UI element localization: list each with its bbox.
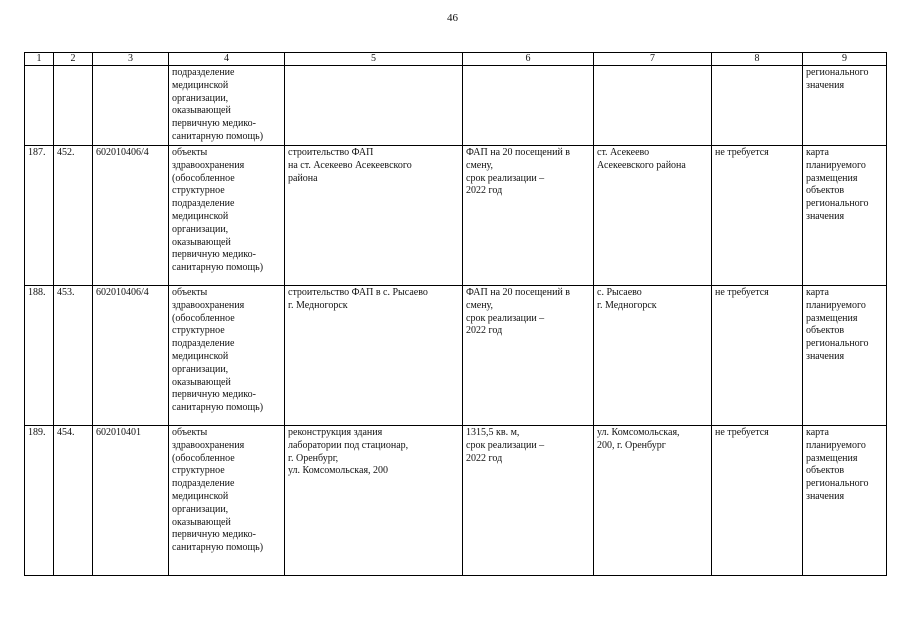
- header-row: [25, 53, 887, 66]
- row-number-cell: 189.: [25, 426, 54, 576]
- column-header: 2: [54, 53, 93, 66]
- column-header: 1: [25, 53, 54, 66]
- column-header: 7: [594, 53, 712, 66]
- object-type-cell: объекты здравоохранения (обособленное структурное подразделение медицинской организации, оказывающей первичную медико- санитарную помощь): [169, 146, 285, 286]
- map-cell: карта планируемого размещения объектов регионального значения: [803, 426, 887, 576]
- column-header: 3: [93, 53, 169, 66]
- document-table: [24, 52, 887, 576]
- zone-cell: не требуется: [712, 426, 803, 576]
- object-type-cell: объекты здравоохранения (обособленное структурное подразделение медицинской организации, оказывающей первичную медико- санитарную помощь): [169, 426, 285, 576]
- code-cell: 602010406/4: [93, 286, 169, 426]
- description-cell: реконструкция здания лаборатории под стационар, г. Оренбург, ул. Комсомольская, 200: [285, 426, 463, 576]
- map-cell: регионального значения: [803, 66, 887, 146]
- page-number: 46: [447, 12, 458, 24]
- zone-cell: не требуется: [712, 146, 803, 286]
- description-cell: строительство ФАП в с. Рысаево г. Медногорск: [285, 286, 463, 426]
- location-cell: [594, 66, 712, 146]
- characteristics-cell: [463, 66, 594, 146]
- characteristics-cell: 1315,5 кв. м, срок реализации – 2022 год: [463, 426, 594, 576]
- table-row: [25, 66, 887, 146]
- row-number-cell: 187.: [25, 146, 54, 286]
- characteristics-cell: ФАП на 20 посещений в смену, срок реализации – 2022 год: [463, 146, 594, 286]
- column-header: 6: [463, 53, 594, 66]
- characteristics-cell: ФАП на 20 посещений в смену, срок реализации – 2022 год: [463, 286, 594, 426]
- column-header: 9: [803, 53, 887, 66]
- code-cell: 602010406/4: [93, 146, 169, 286]
- description-cell: строительство ФАП на ст. Асекеево Асекеевского района: [285, 146, 463, 286]
- column-header: 4: [169, 53, 285, 66]
- column-header: 8: [712, 53, 803, 66]
- location-cell: ул. Комсомольская, 200, г. Оренбург: [594, 426, 712, 576]
- row-number-cell: [25, 66, 54, 146]
- item-number-cell: 454.: [54, 426, 93, 576]
- location-cell: с. Рысаево г. Медногорск: [594, 286, 712, 426]
- map-cell: карта планируемого размещения объектов регионального значения: [803, 286, 887, 426]
- zone-cell: не требуется: [712, 286, 803, 426]
- item-number-cell: [54, 66, 93, 146]
- table-row: [25, 426, 887, 576]
- description-cell: [285, 66, 463, 146]
- zone-cell: [712, 66, 803, 146]
- item-number-cell: 453.: [54, 286, 93, 426]
- code-cell: 602010401: [93, 426, 169, 576]
- column-header: 5: [285, 53, 463, 66]
- item-number-cell: 452.: [54, 146, 93, 286]
- table-row: [25, 146, 887, 286]
- table-row: [25, 286, 887, 426]
- row-number-cell: 188.: [25, 286, 54, 426]
- object-type-cell: объекты здравоохранения (обособленное структурное подразделение медицинской организации, оказывающей первичную медико- санитарную помощь): [169, 286, 285, 426]
- object-type-cell: подразделение медицинской организации, оказывающей первичную медико- санитарную помощь): [169, 66, 285, 146]
- code-cell: [93, 66, 169, 146]
- location-cell: ст. Асекеево Асекеевского района: [594, 146, 712, 286]
- map-cell: карта планируемого размещения объектов регионального значения: [803, 146, 887, 286]
